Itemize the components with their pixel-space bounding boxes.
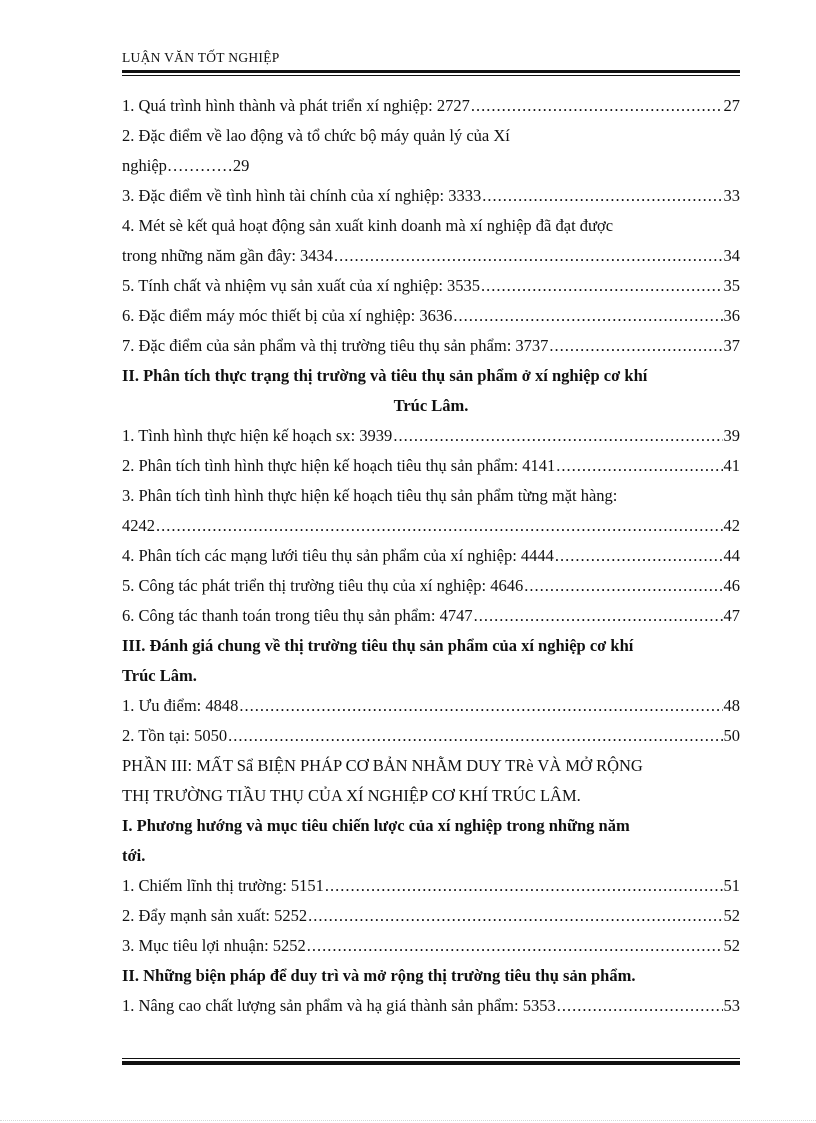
toc-entry-title: 1. Quá trình hình thành và phát triển xí nghiệp: 2727 bbox=[122, 96, 470, 115]
toc-page-number: 50 bbox=[723, 726, 740, 745]
toc-entry-title: 1. Chiếm lĩnh thị trường: 5151 bbox=[122, 876, 324, 895]
toc-entry-title: 3. Đặc điểm về tình hình tài chính của xí nghiệp: 3333 bbox=[122, 186, 482, 205]
dot-leader bbox=[307, 931, 723, 961]
header-rule-thin bbox=[122, 75, 740, 76]
toc-page-number: 46 bbox=[723, 576, 740, 595]
toc-text-line: THỊ TRƯỜNG TIẦU THỤ CỦA XÍ NGHIỆP CƠ KHÍ TRÚC LÂM. bbox=[122, 786, 581, 805]
toc-page-number: 39 bbox=[723, 426, 740, 445]
toc-entry-title: 3. Mục tiêu lợi nhuận: 5252 bbox=[122, 936, 306, 955]
toc-page-number: 27 bbox=[723, 96, 740, 115]
toc-section-heading: Trúc Lâm. bbox=[122, 666, 197, 685]
toc-entry bbox=[122, 91, 740, 121]
dot-leader bbox=[453, 301, 722, 331]
toc-section-heading: I. Phương hướng và mục tiêu chiến lược của xí nghiệp trong những năm bbox=[122, 816, 630, 835]
toc-entry-title: 2. Tồn tại: 5050 bbox=[122, 726, 228, 745]
page-edge bbox=[0, 1120, 816, 1122]
toc-text-line: PHẦN III: MẤT Sẩ BIỆN PHÁP CƠ BẢN NHẰM DUY TRè VÀ MỞ RỘNG bbox=[122, 756, 643, 775]
header-title: LUẬN VĂN TỐT NGHIỆP bbox=[122, 50, 280, 65]
toc-section-heading: Trúc Lâm. bbox=[393, 396, 469, 415]
toc-entry-title: 2. Đẩy mạnh sản xuất: 5252 bbox=[122, 906, 308, 925]
toc-text-line: 4. Mét sè kết quả hoạt động sản xuất kinh doanh mà xí nghiệp đã đạt được bbox=[122, 216, 614, 235]
toc-entry-title: 4242 bbox=[122, 516, 155, 535]
toc-entry-title: 5. Công tác phát triển thị trường tiêu thụ của xí nghiệp: 4646 bbox=[122, 576, 524, 595]
dot-leader bbox=[556, 451, 722, 481]
dot-leader bbox=[555, 541, 723, 571]
dot-leader bbox=[549, 331, 722, 361]
header-rule-thick bbox=[122, 70, 740, 73]
toc-page-number: 37 bbox=[723, 336, 740, 355]
toc-entry bbox=[122, 241, 740, 271]
toc-entry-title: 1. Ưu điểm: 4848 bbox=[122, 696, 239, 715]
toc-entry bbox=[122, 571, 740, 601]
dot-leader bbox=[481, 271, 722, 301]
page-footer bbox=[122, 1058, 740, 1065]
toc-section-heading: II. Phân tích thực trạng thị trường và tiêu thụ sản phẩm ở xí nghiệp cơ khí bbox=[122, 366, 648, 385]
toc-entry-title: 6. Đặc điểm máy móc thiết bị của xí nghiệp: 3636 bbox=[122, 306, 453, 325]
page-header bbox=[122, 48, 740, 76]
toc-entry bbox=[122, 541, 740, 571]
toc-page-number: 35 bbox=[723, 276, 740, 295]
toc-page-number: 34 bbox=[723, 246, 740, 265]
toc-page-number: 48 bbox=[723, 696, 740, 715]
toc-entry-title: 1. Tình hình thực hiện kế hoạch sx: 3939 bbox=[122, 426, 393, 445]
table-of-contents bbox=[122, 91, 740, 1021]
toc-entry bbox=[122, 331, 740, 361]
toc-entry-title: 1. Nâng cao chất lượng sản phẩm và hạ giá thành sản phẩm: 5353 bbox=[122, 996, 556, 1015]
dot-leader bbox=[308, 901, 722, 931]
toc-page-number: 36 bbox=[723, 306, 740, 325]
toc-entry-title: 7. Đặc điểm của sản phẩm và thị trường tiêu thụ sản phẩm: 3737 bbox=[122, 336, 549, 355]
toc-entry-title: 6. Công tác thanh toán trong tiêu thụ sản phẩm: 4747 bbox=[122, 606, 473, 625]
toc-entry-title: 4. Phân tích các mạng lưới tiêu thụ sản phẩm của xí nghiệp: 4444 bbox=[122, 546, 554, 565]
footer-rule-thin bbox=[122, 1058, 740, 1059]
dot-leader bbox=[393, 421, 722, 451]
dot-leader bbox=[482, 181, 722, 211]
toc-entry bbox=[122, 451, 740, 481]
toc-page-number: 33 bbox=[723, 186, 740, 205]
toc-entry bbox=[122, 721, 740, 751]
toc-entry-title: trong những năm gần đây: 3434 bbox=[122, 246, 334, 265]
toc-entry bbox=[122, 931, 740, 961]
toc-page-number: 42 bbox=[723, 516, 740, 535]
dot-leader bbox=[239, 691, 722, 721]
toc-entry bbox=[122, 421, 740, 451]
dot-leader bbox=[334, 241, 722, 271]
toc-section-heading: II. Những biện pháp để duy trì và mở rộng thị trường tiêu thụ sản phẩm. bbox=[122, 966, 636, 985]
dot-leader bbox=[156, 511, 723, 541]
toc-section-heading: III. Đánh giá chung về thị trường tiêu thụ sản phẩm của xí nghiệp cơ khí bbox=[122, 636, 634, 655]
toc-entry-title: 5. Tính chất và nhiệm vụ sản xuất của xí nghiệp: 3535 bbox=[122, 276, 481, 295]
toc-entry bbox=[122, 511, 740, 541]
toc-page-number: 52 bbox=[723, 906, 740, 925]
toc-page-number: 47 bbox=[723, 606, 740, 625]
toc-entry bbox=[122, 871, 740, 901]
dot-leader bbox=[471, 91, 723, 121]
toc-entry bbox=[122, 601, 740, 631]
toc-text-line: 2. Đặc điểm về lao động và tổ chức bộ máy quản lý của Xí bbox=[122, 126, 510, 145]
toc-entry bbox=[122, 691, 740, 721]
toc-entry bbox=[122, 301, 740, 331]
toc-section-heading: tới. bbox=[122, 846, 146, 865]
toc-entry bbox=[122, 181, 740, 211]
dot-leader bbox=[474, 601, 723, 631]
toc-page-number: 51 bbox=[723, 876, 740, 895]
toc-entry-title: 2. Phân tích tình hình thực hiện kế hoạch tiêu thụ sản phẩm: 4141 bbox=[122, 456, 556, 475]
dot-leader bbox=[325, 871, 723, 901]
toc-text-line: nghiệp…………29 bbox=[122, 156, 250, 175]
toc-entry bbox=[122, 271, 740, 301]
toc-page-number: 53 bbox=[723, 996, 740, 1015]
footer-rule-thick bbox=[122, 1061, 740, 1065]
dot-leader bbox=[228, 721, 722, 751]
toc-entry bbox=[122, 991, 740, 1021]
dot-leader bbox=[557, 991, 723, 1021]
toc-page-number: 44 bbox=[723, 546, 740, 565]
dot-leader bbox=[524, 571, 722, 601]
toc-text-line: 3. Phân tích tình hình thực hiện kế hoạch tiêu thụ sản phẩm từng mặt hàng: bbox=[122, 486, 618, 505]
toc-page-number: 41 bbox=[723, 456, 740, 475]
toc-entry bbox=[122, 901, 740, 931]
toc-page-number: 52 bbox=[723, 936, 740, 955]
